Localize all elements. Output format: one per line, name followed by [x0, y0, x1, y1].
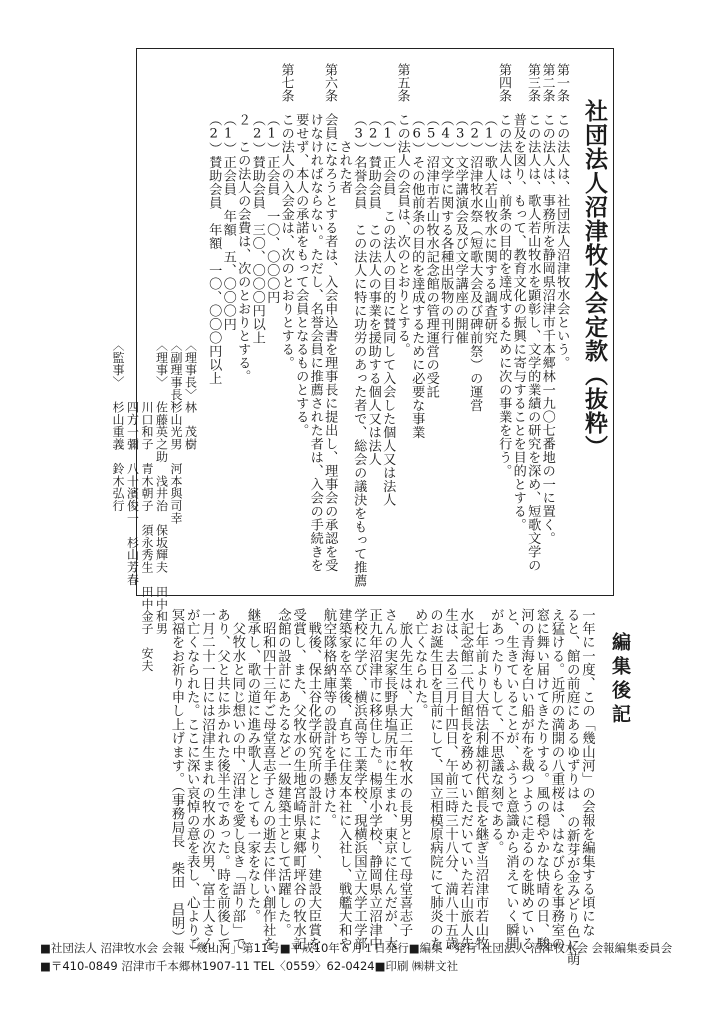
article-line: （5）沼津市若山牧水記念館の管理運営の受託 — [423, 113, 439, 399]
colophon-line-1: ■社団法人 沼津牧水会 会報「幾山河」第11号■平成10年６月１日発行■編集・発行 社団法人 沼津牧水会 会報編集委員会 — [40, 941, 673, 955]
colophon — [40, 939, 680, 975]
editorial-line: が亡くなられた。ここに深い哀悼の意を表し、心よりご — [184, 608, 200, 951]
article-line: この法人は、社団法人沼津牧水会という。 — [554, 113, 570, 370]
editorial-line: め亡くなられた。 — [412, 608, 428, 718]
article-line: （3）名誉会員 この法人に特に功労のあった者で、総会の議決をもって推薦 — [351, 113, 367, 588]
editorial-line: 冥福をお祈り申し上げます。（事務局長 柴田 昌明） — [169, 608, 184, 944]
article-line: けなければならない。ただし、名誉会員に推薦された者は、入会の手続きを — [307, 113, 323, 572]
officer-role: 〈理事〉 — [154, 339, 169, 389]
editorial-line: があったりもして、不思議な刻である。 — [488, 608, 504, 855]
article-line: この法人は、事務所を静岡県沼津市千本郷林一九〇七番地の一に置く。 — [539, 113, 555, 545]
editorial-line: 窓に舞い届けてきたりする。風の穏やかな快晴の日、駿 — [533, 608, 549, 951]
article-number: 第一条 — [554, 63, 569, 102]
editorial-line: 水記念館二代目館長を務めていただいていた若山旅人先 — [457, 608, 473, 951]
article-line: この法人の会員は、次のとおりとする。 — [394, 113, 410, 356]
editorial-line: 七年前より大悟法利雄初代館長を継ぎ当沼津市若山牧 — [473, 608, 488, 951]
editorial-line: 旅人先生は、大正二年牧水の長男として母堂喜志子 — [397, 608, 412, 937]
article-line: （2）賛助会員 この法人の事業を援助する個人又は法人 — [365, 113, 381, 466]
colophon-line-2: ■〒410-0849 沼津市千本郷林1907-11 TEL〈0559〉62-0424■印刷 ㈱耕文社 — [40, 959, 459, 973]
article-line: 会員になろうとする者は、入会申込書を理事長に提出し、理事会の承認を受 — [322, 113, 338, 572]
article-line: ２ この法人の会費は、次のとおりとする。 — [235, 113, 251, 383]
editorial-line: 継承し、歌の道に進み歌人としても一家をなした。 — [245, 608, 260, 924]
article-line: （2）賛助会員 三〇、〇〇〇円以上 — [249, 113, 265, 345]
article-line: （6）その他前条の目的を達成するために必要な事業 — [409, 113, 425, 439]
article-line: （1）正会員 この法人の目的に賛同して入会した個人又は法人 — [380, 113, 396, 507]
officer-names: 林 茂樹 — [183, 401, 198, 451]
article-line: 要せず、本人の承諾をもって会員となるものとする。 — [293, 113, 309, 437]
article-number: 第三条 — [525, 63, 540, 102]
editorial-line: 学校に学び、横浜高等工業学校、現横浜国立大学工学部 — [351, 608, 367, 951]
article-line: （4）文学に関する各種出版物の刊行 — [438, 113, 454, 345]
article-line: （1）歌人若山牧水に関する調査研究 — [481, 113, 497, 345]
officer-names: 佐藤英之助 浅井治 保坂輝夫 田中和男 — [154, 401, 169, 635]
article-line: この法人は、歌人若山牧水を顕彰し、文学的業績の研究を深め、短歌文学の — [525, 113, 541, 572]
editorial-line: と、生きていることが、ふうと意識から消えていく瞬間 — [503, 608, 519, 951]
officer-names: 杉山光男 河本與司幸 — [169, 401, 183, 524]
editorial-line: 受賞し、また、父牧水の生地宮崎県東郷町坪谷の牧水記 — [290, 608, 306, 951]
article-line: （1）正会員 一〇、〇〇〇円 — [264, 113, 280, 304]
officer-names: 四方一彌 八十濱俊一 杉山芳春 — [125, 401, 140, 586]
editorial-line: 戦後、保土谷化学研究所の設計により、建設大臣賞を — [305, 608, 321, 951]
article-line: （2）沼津牧水祭（短歌大会及び碑前祭）の運営 — [467, 113, 483, 412]
article-line: （3）文学講演会及び文学講座の開催 — [452, 113, 468, 345]
officer-names: 杉山重義 鈴木弘行 — [111, 401, 125, 512]
editorial-line: 航空隊格納庫等の設計を手懸けた。 — [321, 608, 336, 828]
editorial-line: 一年に一度、この「幾山河」の会報を編集する頃にな — [579, 608, 595, 937]
officer-names: 川口和子 青木朝子 須永秀生 田中金子 安夫 — [140, 401, 154, 672]
article-line: この法人は、前条の目的を達成するために次の事業を行う。 — [496, 113, 512, 478]
article-number: 第二条 — [539, 63, 555, 102]
editorial-line: あり、父と共に歩かれた後半生であった。時を前後して — [214, 608, 230, 951]
article-line: この法人の入会金は、次のとおりとする。 — [278, 113, 294, 370]
article-number: 第四条 — [496, 63, 511, 102]
article-number: 第六条 — [322, 63, 337, 102]
article-line: （2）賛助会員 年額 一〇、〇〇〇円以上 — [206, 113, 222, 385]
editorial-line: 一月二十一日には沼津生まれの牧水の次男、富士人さん — [199, 608, 215, 951]
editorial-line: 建築家を卒業後、直ちに住友本社に入社し、戦艦大和や — [336, 608, 352, 951]
editorial-line: さんの実家長野県塩尻市に生まれ、東京に住んだが、大 — [381, 608, 397, 951]
editorial-title: 編集後記 — [609, 632, 631, 728]
editorial-line: え猛ける。近所の満開の八重桜は、はなびらを事務室の — [549, 608, 564, 951]
editorial-line: 父牧水と同じ想いの中、沼津を愛し良き「語り部」で — [229, 608, 245, 951]
officer-role: 〈理事長〉 — [183, 339, 198, 401]
article-line: された者 — [336, 113, 352, 194]
editorial-line: のお誕生日を目前にして、国立相模原病院にて肺炎のた — [427, 608, 443, 951]
editorial-line: ると、館の前庭にあるゆずりは の新芽が金みどり色に萌 — [564, 608, 580, 966]
article-line: 普及を図り、もって、教育文化の振興に寄与することを目的とする。 — [510, 113, 526, 532]
editorial-line: 念館の設計にあたるなど一級建築士として活躍した。 — [275, 608, 291, 937]
editorial-line: 生は、去る三月十四日、午前三時三十八分、満八十五歳 — [442, 608, 458, 951]
officer-role: 〈監事〉 — [111, 339, 125, 389]
articles-title: 社団法人沼津牧水会定款（抜粋） — [581, 99, 608, 459]
editorial-line: 河の青海を白い船が布を裁つように走るのを眺めている — [518, 608, 534, 951]
editorial-line: 昭和四十三年ご母堂喜志子さんの逝去に伴い創作社を — [260, 608, 276, 951]
article-number: 第五条 — [394, 63, 410, 102]
officer-role: 〈副理事長〉 — [169, 339, 183, 413]
editorial-line: 正九年沼津市に移住した。楊原小学校、静岡県立沼津中 — [366, 608, 382, 951]
article-line: （1）正会員 年額 五、〇〇〇円 — [220, 113, 236, 331]
article-number: 第七条 — [278, 63, 294, 102]
